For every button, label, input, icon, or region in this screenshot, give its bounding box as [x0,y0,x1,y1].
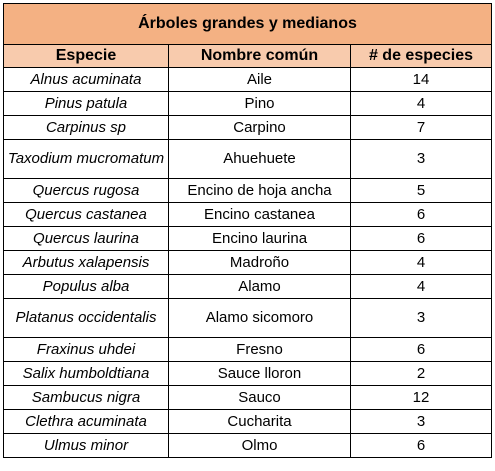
cell-count: 3 [351,299,492,338]
table-row [4,68,492,92]
cell-nombre-comun: Fresno [169,338,351,362]
column-header-nombre-comun: Nombre común [169,45,351,68]
cell-especie: Alnus acuminata [4,68,169,92]
cell-especie: Ulmus minor [4,434,169,458]
cell-especie: Populus alba [4,275,169,299]
cell-count: 4 [351,275,492,299]
cell-especie: Salix humboldtiana [4,362,169,386]
cell-count: 4 [351,92,492,116]
table-title: Árboles grandes y medianos [4,4,492,45]
cell-count: 12 [351,386,492,410]
cell-nombre-comun: Cucharita [169,410,351,434]
cell-nombre-comun: Carpino [169,116,351,140]
cell-especie: Fraxinus uhdei [4,338,169,362]
cell-especie: Platanus occidentalis [4,299,169,338]
table-row [4,116,492,140]
cell-nombre-comun: Madroño [169,251,351,275]
header-row [4,45,492,68]
cell-nombre-comun: Sauco [169,386,351,410]
column-header-num-especies: # de especies [351,45,492,68]
cell-nombre-comun: Pino [169,92,351,116]
cell-count: 3 [351,410,492,434]
cell-especie: Taxodium mucromatum [4,140,169,179]
species-table [3,3,492,458]
cell-especie: Pinus patula [4,92,169,116]
table-row [4,92,492,116]
cell-nombre-comun: Encino laurina [169,227,351,251]
cell-nombre-comun: Alamo sicomoro [169,299,351,338]
table-row [4,275,492,299]
cell-especie: Sambucus nigra [4,386,169,410]
column-header-especie: Especie [4,45,169,68]
cell-count: 6 [351,203,492,227]
table-row [4,410,492,434]
table-row [4,338,492,362]
title-row [4,4,492,45]
cell-especie: Arbutus xalapensis [4,251,169,275]
cell-especie: Quercus laurina [4,227,169,251]
cell-especie: Quercus rugosa [4,179,169,203]
cell-count: 6 [351,227,492,251]
cell-nombre-comun: Encino castanea [169,203,351,227]
table-row [4,227,492,251]
table-row [4,251,492,275]
cell-count: 2 [351,362,492,386]
cell-especie: Clethra acuminata [4,410,169,434]
table-row [4,299,492,338]
table-row [4,203,492,227]
cell-especie: Carpinus sp [4,116,169,140]
cell-count: 5 [351,179,492,203]
table-row [4,179,492,203]
table-row [4,362,492,386]
cell-nombre-comun: Olmo [169,434,351,458]
cell-nombre-comun: Alamo [169,275,351,299]
cell-count: 3 [351,140,492,179]
table-row [4,386,492,410]
table-row [4,140,492,179]
cell-nombre-comun: Sauce lloron [169,362,351,386]
table-row [4,434,492,458]
cell-count: 4 [351,251,492,275]
cell-especie: Quercus castanea [4,203,169,227]
cell-nombre-comun: Aile [169,68,351,92]
cell-count: 7 [351,116,492,140]
cell-count: 6 [351,434,492,458]
cell-count: 14 [351,68,492,92]
cell-nombre-comun: Ahuehuete [169,140,351,179]
cell-nombre-comun: Encino de hoja ancha [169,179,351,203]
cell-count: 6 [351,338,492,362]
